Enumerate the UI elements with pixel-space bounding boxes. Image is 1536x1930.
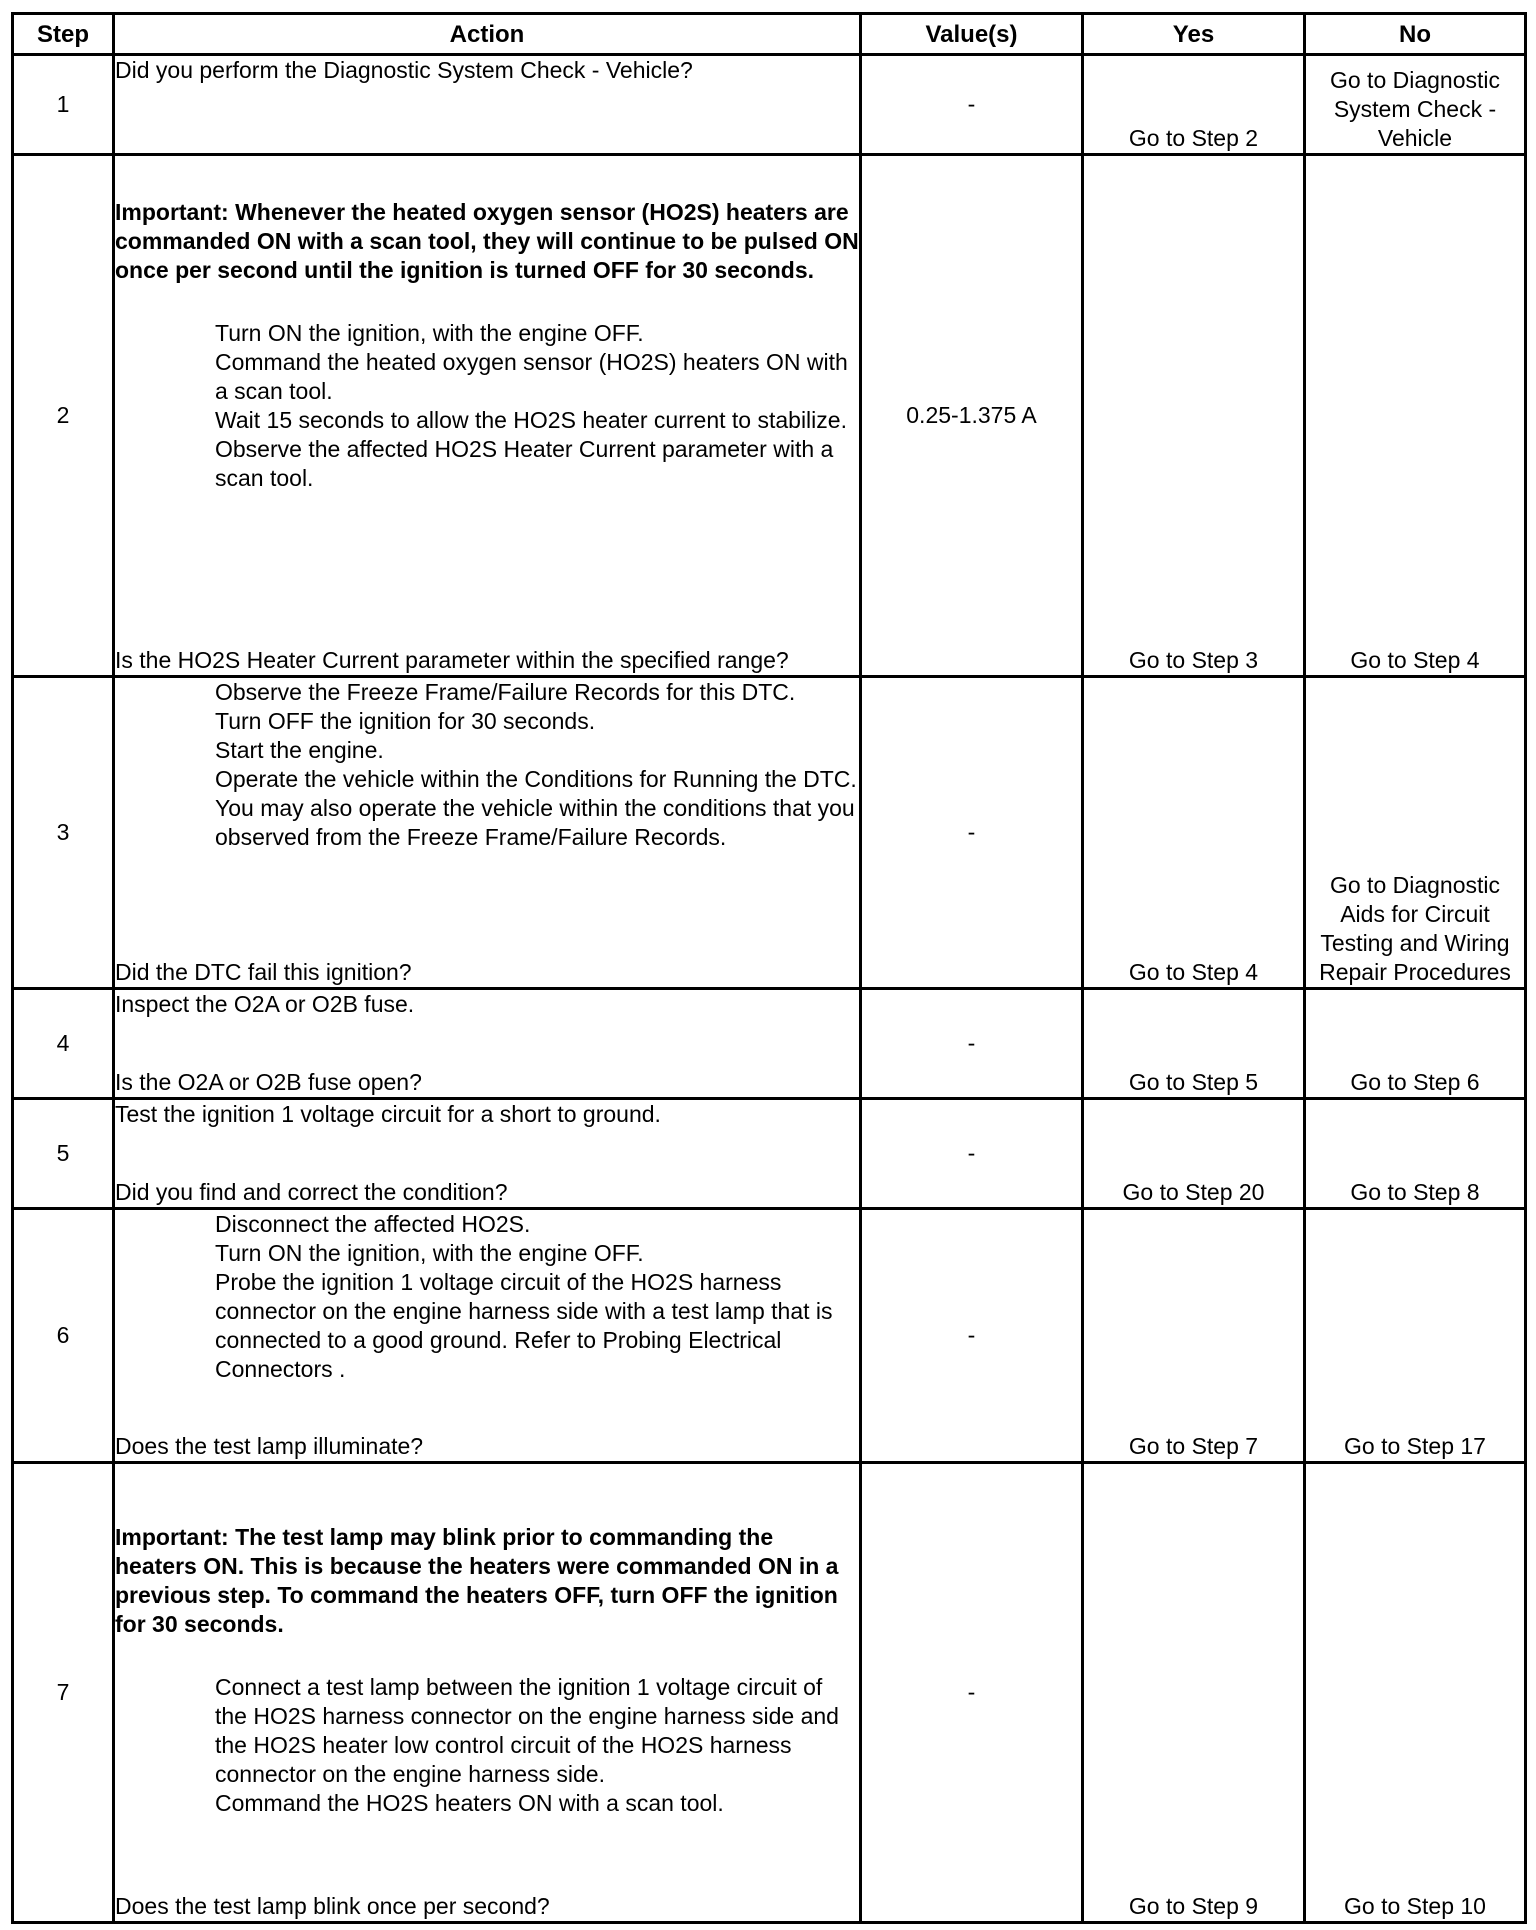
yes-cell: Go to Step 20 <box>1083 1099 1305 1209</box>
no-cell: Go to Step 8 <box>1305 1099 1526 1209</box>
step-number: 2 <box>13 155 114 677</box>
action-question: Did the DTC fail this ignition? <box>115 959 412 985</box>
action-cell <box>114 677 861 989</box>
substep: Operate the vehicle within the Conditions for Running the DTC. You may also operate the vehicle within the conditions that you observed from the Freeze Frame/Failure Records. <box>215 766 857 850</box>
action-question: Did you find and correct the condition? <box>115 1179 508 1205</box>
table-row <box>13 55 1526 155</box>
substep: Connect a test lamp between the ignition 1 voltage circuit of the HO2S harness connector on the engine harness side and the HO2S heater low control circuit of the HO2S harness connector on the engine harness side. <box>215 1674 839 1787</box>
step-number: 1 <box>13 55 114 155</box>
substep: Wait 15 seconds to allow the HO2S heater current to stabilize. <box>215 407 847 433</box>
action-question: Is the HO2S Heater Current parameter within the specified range? <box>115 647 789 673</box>
action-question: Does the test lamp blink once per second? <box>115 1893 550 1919</box>
header-action: Action <box>114 14 861 55</box>
important-note: Important: Whenever the heated oxygen sensor (HO2S) heaters are commanded ON with a scan tool, they will continue to be pulsed ON once per second until the ignition is turned OFF for 30 seconds. <box>115 199 859 283</box>
action-text: Did you perform the Diagnostic System Check - Vehicle? <box>115 57 693 83</box>
action-cell <box>114 55 861 155</box>
header-row <box>13 14 1526 55</box>
yes-cell: Go to Step 9 <box>1083 1463 1305 1923</box>
no-cell: Go to Step 10 <box>1305 1463 1526 1923</box>
table-row <box>13 677 1526 989</box>
value-cell: - <box>861 55 1083 155</box>
yes-cell: Go to Step 4 <box>1083 677 1305 989</box>
action-text: Test the ignition 1 voltage circuit for a short to ground. <box>115 1101 661 1127</box>
important-note: Important: The test lamp may blink prior to commanding the heaters ON. This is because the heaters were commanded ON in a previous step. To command the heaters OFF, turn OFF the ignition for 30 seconds. <box>115 1524 839 1637</box>
table-row <box>13 1463 1526 1923</box>
no-cell: Go to Diagnostic System Check - Vehicle <box>1305 55 1526 155</box>
yes-cell: Go to Step 7 <box>1083 1209 1305 1463</box>
substep: Start the engine. <box>215 737 384 763</box>
substep: Turn OFF the ignition for 30 seconds. <box>215 708 596 734</box>
action-cell <box>114 155 861 677</box>
no-cell: Go to Step 6 <box>1305 989 1526 1099</box>
value-cell: 0.25-1.375 A <box>861 155 1083 677</box>
yes-cell: Go to Step 5 <box>1083 989 1305 1099</box>
table-row <box>13 989 1526 1099</box>
step-number: 5 <box>13 1099 114 1209</box>
header-values: Value(s) <box>861 14 1083 55</box>
step-number: 6 <box>13 1209 114 1463</box>
step-number: 3 <box>13 677 114 989</box>
action-cell <box>114 989 861 1099</box>
substep: Probe the ignition 1 voltage circuit of the HO2S harness connector on the engine harness side with a test lamp that is connected to a good ground. Refer to Probing Electrical Connectors . <box>215 1269 833 1382</box>
value-cell: - <box>861 1099 1083 1209</box>
action-question: Is the O2A or O2B fuse open? <box>115 1069 422 1095</box>
table-row <box>13 155 1526 677</box>
value-cell: - <box>861 989 1083 1099</box>
step-number: 7 <box>13 1463 114 1923</box>
no-cell: Go to Step 4 <box>1305 155 1526 677</box>
substep: Command the HO2S heaters ON with a scan tool. <box>215 1790 724 1816</box>
action-question: Does the test lamp illuminate? <box>115 1433 424 1459</box>
yes-cell: Go to Step 2 <box>1083 55 1305 155</box>
yes-cell: Go to Step 3 <box>1083 155 1305 677</box>
no-cell: Go to Diagnostic Aids for Circuit Testing and Wiring Repair Procedures <box>1305 677 1526 989</box>
table-row <box>13 1099 1526 1209</box>
action-text: Inspect the O2A or O2B fuse. <box>115 991 415 1017</box>
header-no: No <box>1305 14 1526 55</box>
substep: Observe the Freeze Frame/Failure Records for this DTC. <box>215 679 796 705</box>
value-cell: - <box>861 1209 1083 1463</box>
substep: Command the heated oxygen sensor (HO2S) heaters ON with a scan tool. <box>215 349 848 404</box>
header-step: Step <box>13 14 114 55</box>
action-cell <box>114 1099 861 1209</box>
no-cell: Go to Step 17 <box>1305 1209 1526 1463</box>
action-cell <box>114 1209 861 1463</box>
substep: Turn ON the ignition, with the engine OFF. <box>215 320 644 346</box>
step-number: 4 <box>13 989 114 1099</box>
diagnostic-table <box>11 12 1527 1924</box>
header-yes: Yes <box>1083 14 1305 55</box>
substep: Observe the affected HO2S Heater Current parameter with a scan tool. <box>215 436 834 491</box>
substep: Turn ON the ignition, with the engine OFF. <box>215 1240 644 1266</box>
substep: Disconnect the affected HO2S. <box>215 1211 531 1237</box>
value-cell: - <box>861 677 1083 989</box>
action-cell <box>114 1463 861 1923</box>
value-cell: - <box>861 1463 1083 1923</box>
table-row <box>13 1209 1526 1463</box>
